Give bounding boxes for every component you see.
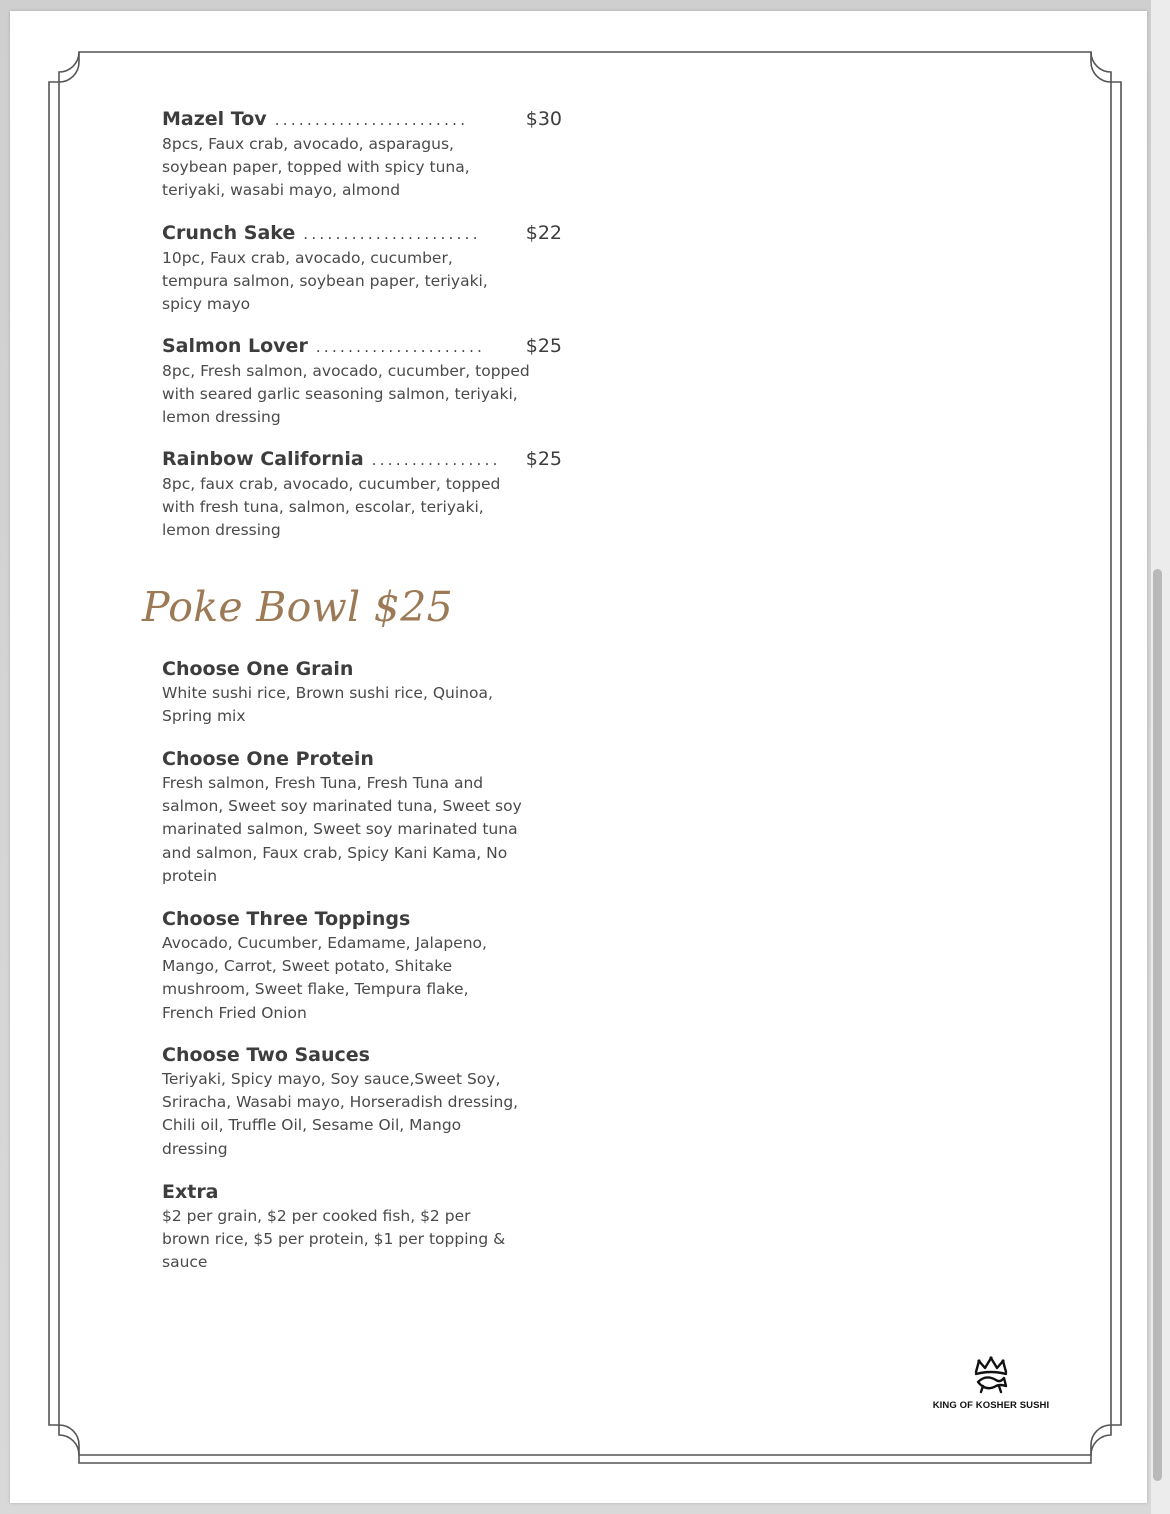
dot-leader: ................ <box>371 451 501 469</box>
option-description: Fresh salmon, Fresh Tuna, Fresh Tuna and salmon, Sweet soy marinated tuna, Sweet soy marinated salmon, Sweet soy marinated tuna and salmon, Faux crab, Spicy Kani Kama, No protein <box>162 774 522 885</box>
item-description: 10pc, Faux crab, avocado, cucumber, tempura salmon, soybean paper, teriyaki, spicy mayo <box>162 249 488 314</box>
item-price: $22 <box>525 222 562 244</box>
option-heading: Choose One Grain <box>162 658 354 680</box>
item-description: 8pcs, Faux crab, avocado, asparagus, soybean paper, topped with spicy tuna, teriyaki, wasabi mayo, almond <box>162 135 470 200</box>
item-description: 8pc, Fresh salmon, avocado, cucumber, topped with seared garlic seasoning salmon, teriyaki, lemon dressing <box>162 362 530 427</box>
menu-item <box>162 446 562 543</box>
scrollbar-thumb[interactable] <box>1153 569 1162 1481</box>
item-price: $25 <box>525 448 562 470</box>
dot-leader: ........................ <box>274 111 469 129</box>
poke-bowl-title: Poke Bowl $25 <box>142 583 453 631</box>
item-price: $25 <box>525 335 562 357</box>
poke-option <box>162 1179 522 1275</box>
poke-option <box>162 746 522 888</box>
menu-item <box>162 333 562 430</box>
item-name: Salmon Lover <box>162 335 308 357</box>
poke-option <box>162 906 522 1025</box>
item-name: Crunch Sake <box>162 222 296 244</box>
item-description: 8pc, faux crab, avocado, cucumber, topped with fresh tuna, salmon, escolar, teriyaki, lemon dressing <box>162 475 501 540</box>
option-description: $2 per grain, $2 per cooked fish, $2 per brown rice, $5 per protein, $1 per topping & sauce <box>162 1207 506 1272</box>
brand-name: KING OF KOSHER SUSHI <box>932 1400 1050 1411</box>
item-price: $30 <box>525 108 562 130</box>
option-description: Teriyaki, Spicy mayo, Soy sauce,Sweet Soy, Sriracha, Wasabi mayo, Horseradish dressing, Chili oil, Truffle Oil, Sesame Oil, Mango dressing <box>162 1070 519 1158</box>
option-heading: Choose Two Sauces <box>162 1044 370 1066</box>
brand-logo <box>926 1356 1056 1411</box>
item-name: Rainbow California <box>162 448 364 470</box>
crown-fish-icon <box>970 1356 1012 1394</box>
dot-leader: ...................... <box>303 225 481 243</box>
dot-leader: ..................... <box>315 338 486 356</box>
option-heading: Choose One Protein <box>162 748 374 770</box>
menu-item <box>162 220 562 317</box>
option-heading: Extra <box>162 1181 219 1203</box>
poke-option <box>162 656 522 728</box>
menu-item <box>162 106 562 203</box>
poke-option <box>162 1042 522 1161</box>
item-name: Mazel Tov <box>162 108 267 130</box>
option-heading: Choose Three Toppings <box>162 908 411 930</box>
option-description: Avocado, Cucumber, Edamame, Jalapeno, Mango, Carrot, Sweet potato, Shitake mushroom, Sweet flake, Tempura flake, French Fried Onion <box>162 934 487 1022</box>
option-description: White sushi rice, Brown sushi rice, Quinoa, Spring mix <box>162 684 493 726</box>
